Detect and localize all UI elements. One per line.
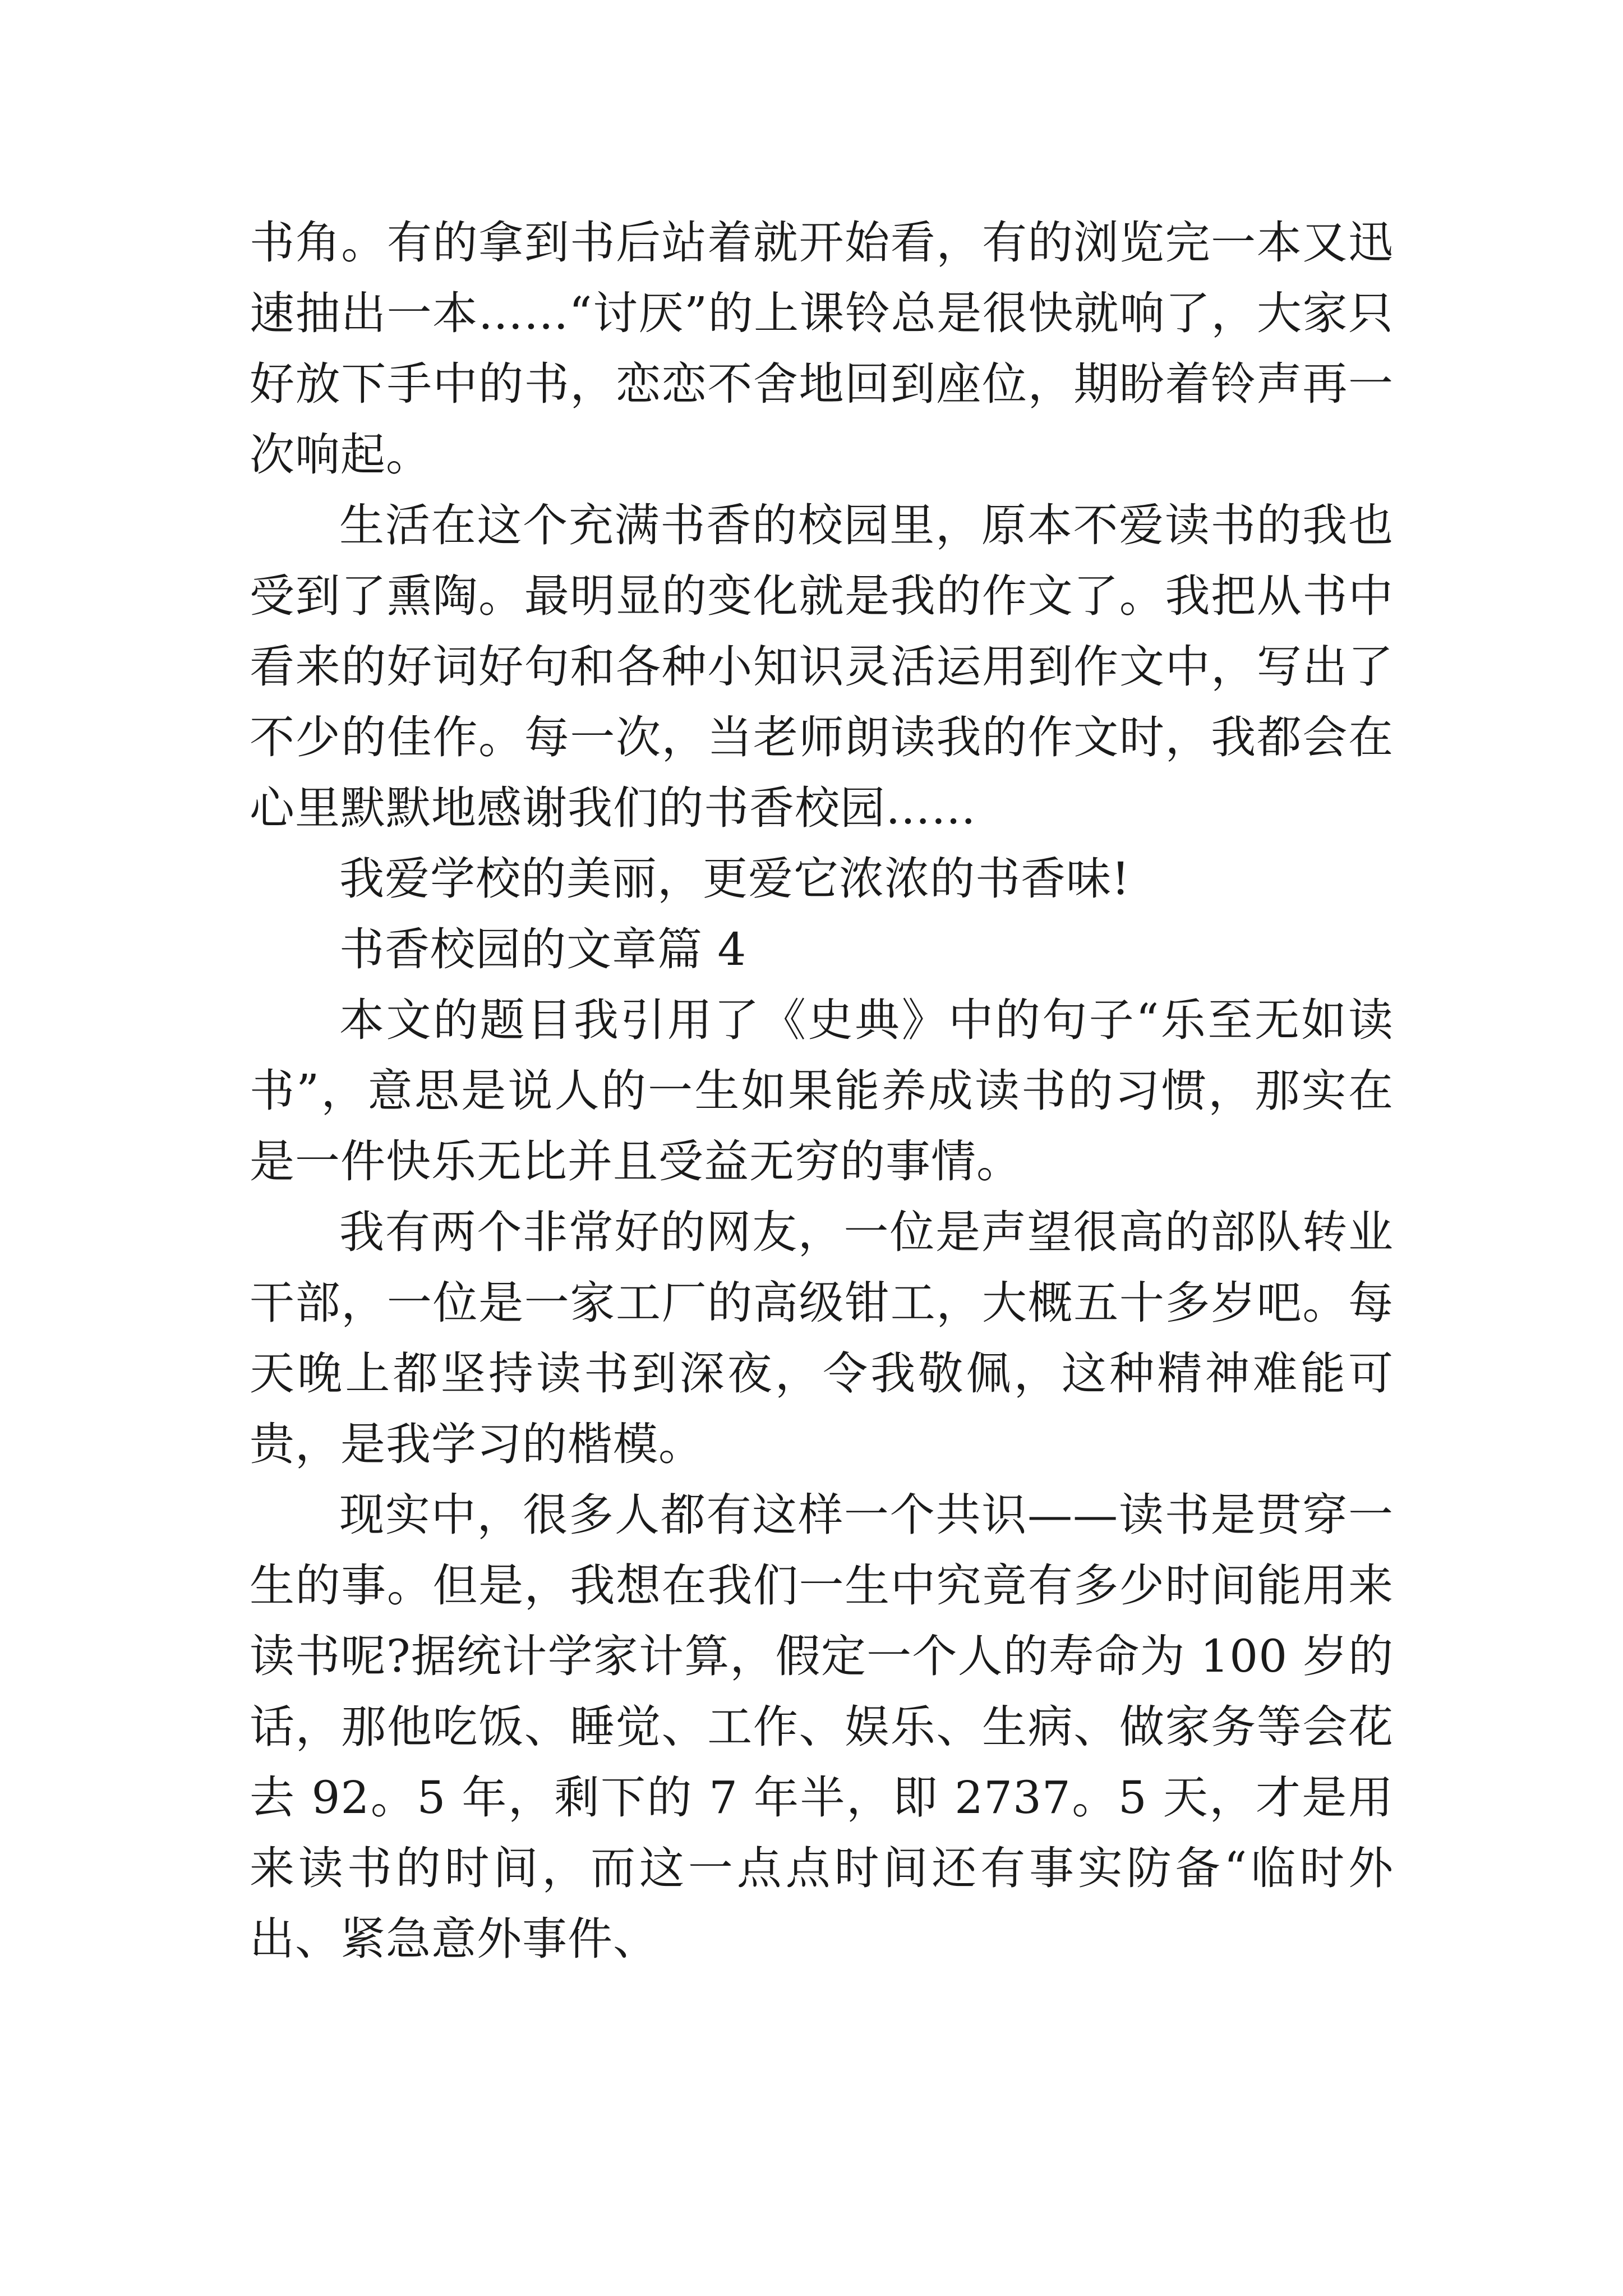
paragraph: 我有两个非常好的网友，一位是声望很高的部队转业干部，一位是一家工厂的高级钳工，大概五十多岁吧。每天晚上都坚持读书到深夜，令我敬佩，这种精神难能可贵，是我学习的楷模。	[250, 1206, 1394, 1470]
paragraph: 生活在这个充满书香的校园里，原本不爱读书的我也受到了熏陶。最明显的变化就是我的作文了。我把从书中看来的好词好句和各种小知识灵活运用到作文中，写出了不少的佳作。每一次，当老师朗读我的作文时，我都会在心里默默地感谢我们的书香校园……	[250, 499, 1394, 834]
paragraph: 我爱学校的美丽，更爱它浓浓的书香味!	[339, 853, 1131, 905]
section-heading: 书香校园的文章篇 4	[339, 923, 747, 976]
paragraph: 现实中，很多人都有这样一个共识——读书是贯穿一生的事。但是，我想在我们一生中究竟有多少时间能用来读书呢?据统计学家计算，假定一个人的寿命为 100 岁的话，那他吃饭、睡觉、工作、娱乐、生病、做家务等会花去 92。5 年，剩下的 7 年半，即 2737。5 天，才是用来读书的时间，而这一点点时间还有事实防备“临时外出、紧急意外事件、	[250, 1489, 1394, 1965]
paragraph: 本文的题目我引用了《史典》中的句子“乐至无如读书”，意思是说人的一生如果能养成读书的习惯，那实在是一件快乐无比并且受益无穷的事情。	[250, 994, 1394, 1188]
document-body	[250, 208, 1394, 1975]
paragraph-continued: 书角。有的拿到书后站着就开始看，有的浏览完一本又迅速抽出一本……“讨厌”的上课铃总是很快就响了，大家只好放下手中的书，恋恋不舍地回到座位，期盼着铃声再一次响起。	[250, 217, 1394, 481]
